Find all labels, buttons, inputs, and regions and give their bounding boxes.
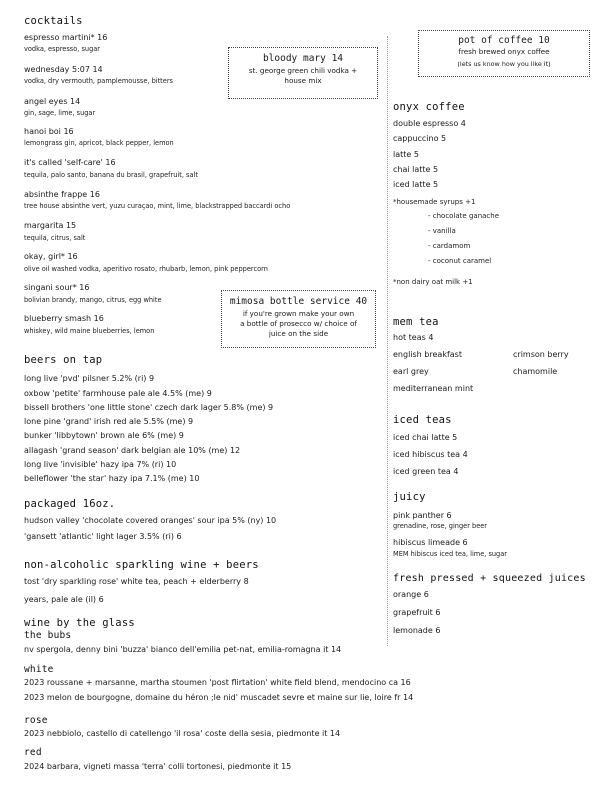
mem-tea-hot: hot teas 4 bbox=[393, 333, 434, 342]
pot-of-coffee-box bbox=[418, 30, 590, 77]
juicy-name: pink panther 6 bbox=[393, 511, 452, 520]
onyx-item: iced latte 5 bbox=[393, 180, 439, 189]
onyx-nondairy-note: *non dairy oat milk +1 bbox=[393, 278, 473, 286]
onyx-item: cappuccino 5 bbox=[393, 134, 447, 143]
cocktail-name: espresso martini* 16 bbox=[24, 33, 108, 42]
beer-item: bunker 'libbytown' brown ale 6% (me) 9 bbox=[24, 431, 184, 440]
onyx-syrups-note: *housemade syrups +1 bbox=[393, 198, 476, 206]
juicy-heading: juicy bbox=[393, 491, 426, 503]
wine-rose-heading: rose bbox=[24, 715, 48, 726]
wine-item: 2023 nebbiolo, castello di catellengo 'il rosa' coste della sesia, piedmonte it 14 bbox=[24, 729, 341, 738]
fresh-juice-item: grapefruit 6 bbox=[393, 608, 441, 617]
onyx-heading: onyx coffee bbox=[393, 101, 465, 113]
beers-heading: beers on tap bbox=[24, 354, 103, 366]
tea-option: mediterranean mint bbox=[393, 384, 474, 393]
bloody-mary-line: house mix bbox=[284, 76, 322, 85]
tea-option: earl grey bbox=[393, 367, 429, 376]
tea-option: chamomile bbox=[513, 367, 558, 376]
cocktail-name: singani sour* 16 bbox=[24, 283, 90, 292]
tea-option: crimson berry bbox=[513, 350, 569, 359]
bloody-mary-box bbox=[228, 47, 378, 99]
syrup-option: - cardamom bbox=[428, 242, 471, 250]
syrup-option: - coconut caramel bbox=[428, 257, 492, 265]
column-divider bbox=[387, 36, 388, 646]
mimosa-box bbox=[221, 290, 376, 348]
juicy-desc: MEM hibiscus iced tea, lime, sugar bbox=[393, 550, 507, 558]
beer-item: lone pine 'grand' irish red ale 5.5% (me) 9 bbox=[24, 417, 194, 426]
pot-of-coffee-line: fresh brewed onyx coffee bbox=[458, 47, 550, 56]
beer-item: long live 'invisible' hazy ipa 7% (ri) 10 bbox=[24, 460, 177, 469]
onyx-item: double espresso 4 bbox=[393, 119, 466, 128]
mimosa-title: mimosa bottle service 40 bbox=[229, 296, 368, 307]
wine-item: 2023 melon de bourgogne, domaine du héron ;le nid' muscadet sevre et maine sur lie, loire fr 14 bbox=[24, 693, 414, 702]
beer-item: oxbow 'petite' farmhouse pale ale 4.5% (me) 9 bbox=[24, 389, 212, 398]
cocktail-name: margarita 15 bbox=[24, 221, 77, 230]
cocktail-desc: gin, sage, lime, sugar bbox=[24, 109, 96, 117]
fresh-juice-item: orange 6 bbox=[393, 590, 429, 599]
packaged-heading: packaged 16oz. bbox=[24, 498, 116, 510]
syrup-option: - chocolate ganache bbox=[428, 212, 500, 220]
wine-white-heading: white bbox=[24, 664, 54, 675]
juicy-name: hibiscus limeade 6 bbox=[393, 538, 468, 547]
non-alc-item: tost 'dry sparkling rose' white tea, peach + elderberry 8 bbox=[24, 577, 249, 586]
cocktail-desc: bolivian brandy, mango, citrus, egg white bbox=[24, 296, 162, 304]
beer-item: bissell brothers 'one little stone' czech dark lager 5.8% (me) 9 bbox=[24, 403, 274, 412]
onyx-item: chai latte 5 bbox=[393, 165, 439, 174]
non-alc-item: years, pale ale (il) 6 bbox=[24, 595, 104, 604]
cocktail-desc: olive oil washed vodka, aperitivo rosato, rhubarb, lemon, pink peppercorn bbox=[24, 265, 268, 273]
syrup-option: - vanilla bbox=[428, 227, 456, 235]
cocktail-name: blueberry smash 16 bbox=[24, 314, 104, 323]
onyx-item: latte 5 bbox=[393, 150, 419, 159]
mimosa-line: juice on the side bbox=[268, 329, 329, 338]
fresh-juice-item: lemonade 6 bbox=[393, 626, 441, 635]
wine-red-heading: red bbox=[24, 747, 42, 758]
juicy-desc: grenadine, rose, ginger beer bbox=[393, 522, 488, 530]
wine-bubs-heading: the bubs bbox=[24, 630, 72, 641]
pot-of-coffee-title: pot of coffee 10 bbox=[458, 35, 550, 46]
wine-item: 2024 barbara, vigneti massa 'terra' colli tortonesi, piedmonte it 15 bbox=[24, 762, 292, 771]
cocktail-desc: tree house absinthe vert, yuzu curaçao, mint, lime, blackstrapped baccardi ocho bbox=[24, 202, 291, 210]
cocktail-desc: tequila, citrus, salt bbox=[24, 234, 86, 242]
iced-teas-heading: iced teas bbox=[393, 414, 452, 426]
cocktail-name: hanoi boi 16 bbox=[24, 127, 74, 136]
cocktail-name: angel eyes 14 bbox=[24, 97, 81, 106]
tea-option: english breakfast bbox=[393, 350, 462, 359]
beer-item: allagash 'grand season' dark belgian ale 10% (me) 12 bbox=[24, 446, 241, 455]
non-alc-heading: non-alcoholic sparkling wine + beers bbox=[24, 559, 259, 571]
cocktail-name: wednesday 5:07 14 bbox=[24, 65, 103, 74]
pot-of-coffee-note: (lets us know how you like it) bbox=[457, 60, 551, 68]
iced-tea-item: iced chai latte 5 bbox=[393, 433, 458, 442]
mem-tea-heading: mem tea bbox=[393, 316, 439, 328]
mimosa-line: a bottle of prosecco w/ choice of bbox=[240, 319, 357, 328]
wine-item: nv spergola, denny bini 'buzza' bianco dell'emilia pet-nat, emilia-romagna it 14 bbox=[24, 645, 342, 654]
cocktail-desc: vodka, dry vermouth, pamplemousse, bitters bbox=[24, 77, 173, 85]
cocktail-desc: lemongrass gin, apricot, black pepper, lemon bbox=[24, 139, 174, 147]
wine-heading: wine by the glass bbox=[24, 617, 135, 629]
iced-tea-item: iced green tea 4 bbox=[393, 467, 459, 476]
cocktail-desc: tequila, palo santo, banana du brasil, grapefruit, salt bbox=[24, 171, 198, 179]
packaged-item: hudson valley 'chocolate covered oranges' sour ipa 5% (ny) 10 bbox=[24, 516, 277, 525]
mimosa-line: if you're grown make your own bbox=[242, 309, 355, 318]
beer-item: long live 'pvd' pilsner 5.2% (ri) 9 bbox=[24, 374, 155, 383]
cocktail-name: it's called 'self-care' 16 bbox=[24, 158, 116, 167]
beer-item: belleflower 'the star' hazy ipa 7.1% (me) 10 bbox=[24, 474, 200, 483]
cocktail-desc: vodka, espresso, sugar bbox=[24, 45, 101, 53]
cocktail-desc: whiskey, wild maine blueberries, lemon bbox=[24, 327, 155, 335]
bloody-mary-line: st. george green chili vodka + bbox=[248, 66, 358, 75]
cocktails-heading: cocktails bbox=[24, 15, 83, 27]
iced-tea-item: iced hibiscus tea 4 bbox=[393, 450, 468, 459]
wine-item: 2023 roussane + marsanne, martha stoumen 'post flirtation' white field blend, mendocino ca 16 bbox=[24, 678, 411, 687]
bloody-mary-title: bloody mary 14 bbox=[262, 53, 344, 64]
fresh-juices-heading: fresh pressed + squeezed juices bbox=[393, 573, 586, 584]
packaged-item: 'gansett 'atlantic' light lager 3.5% (ri) 6 bbox=[24, 532, 182, 541]
cocktail-name: okay, girl* 16 bbox=[24, 252, 78, 261]
cocktail-name: absinthe frappe 16 bbox=[24, 190, 100, 199]
